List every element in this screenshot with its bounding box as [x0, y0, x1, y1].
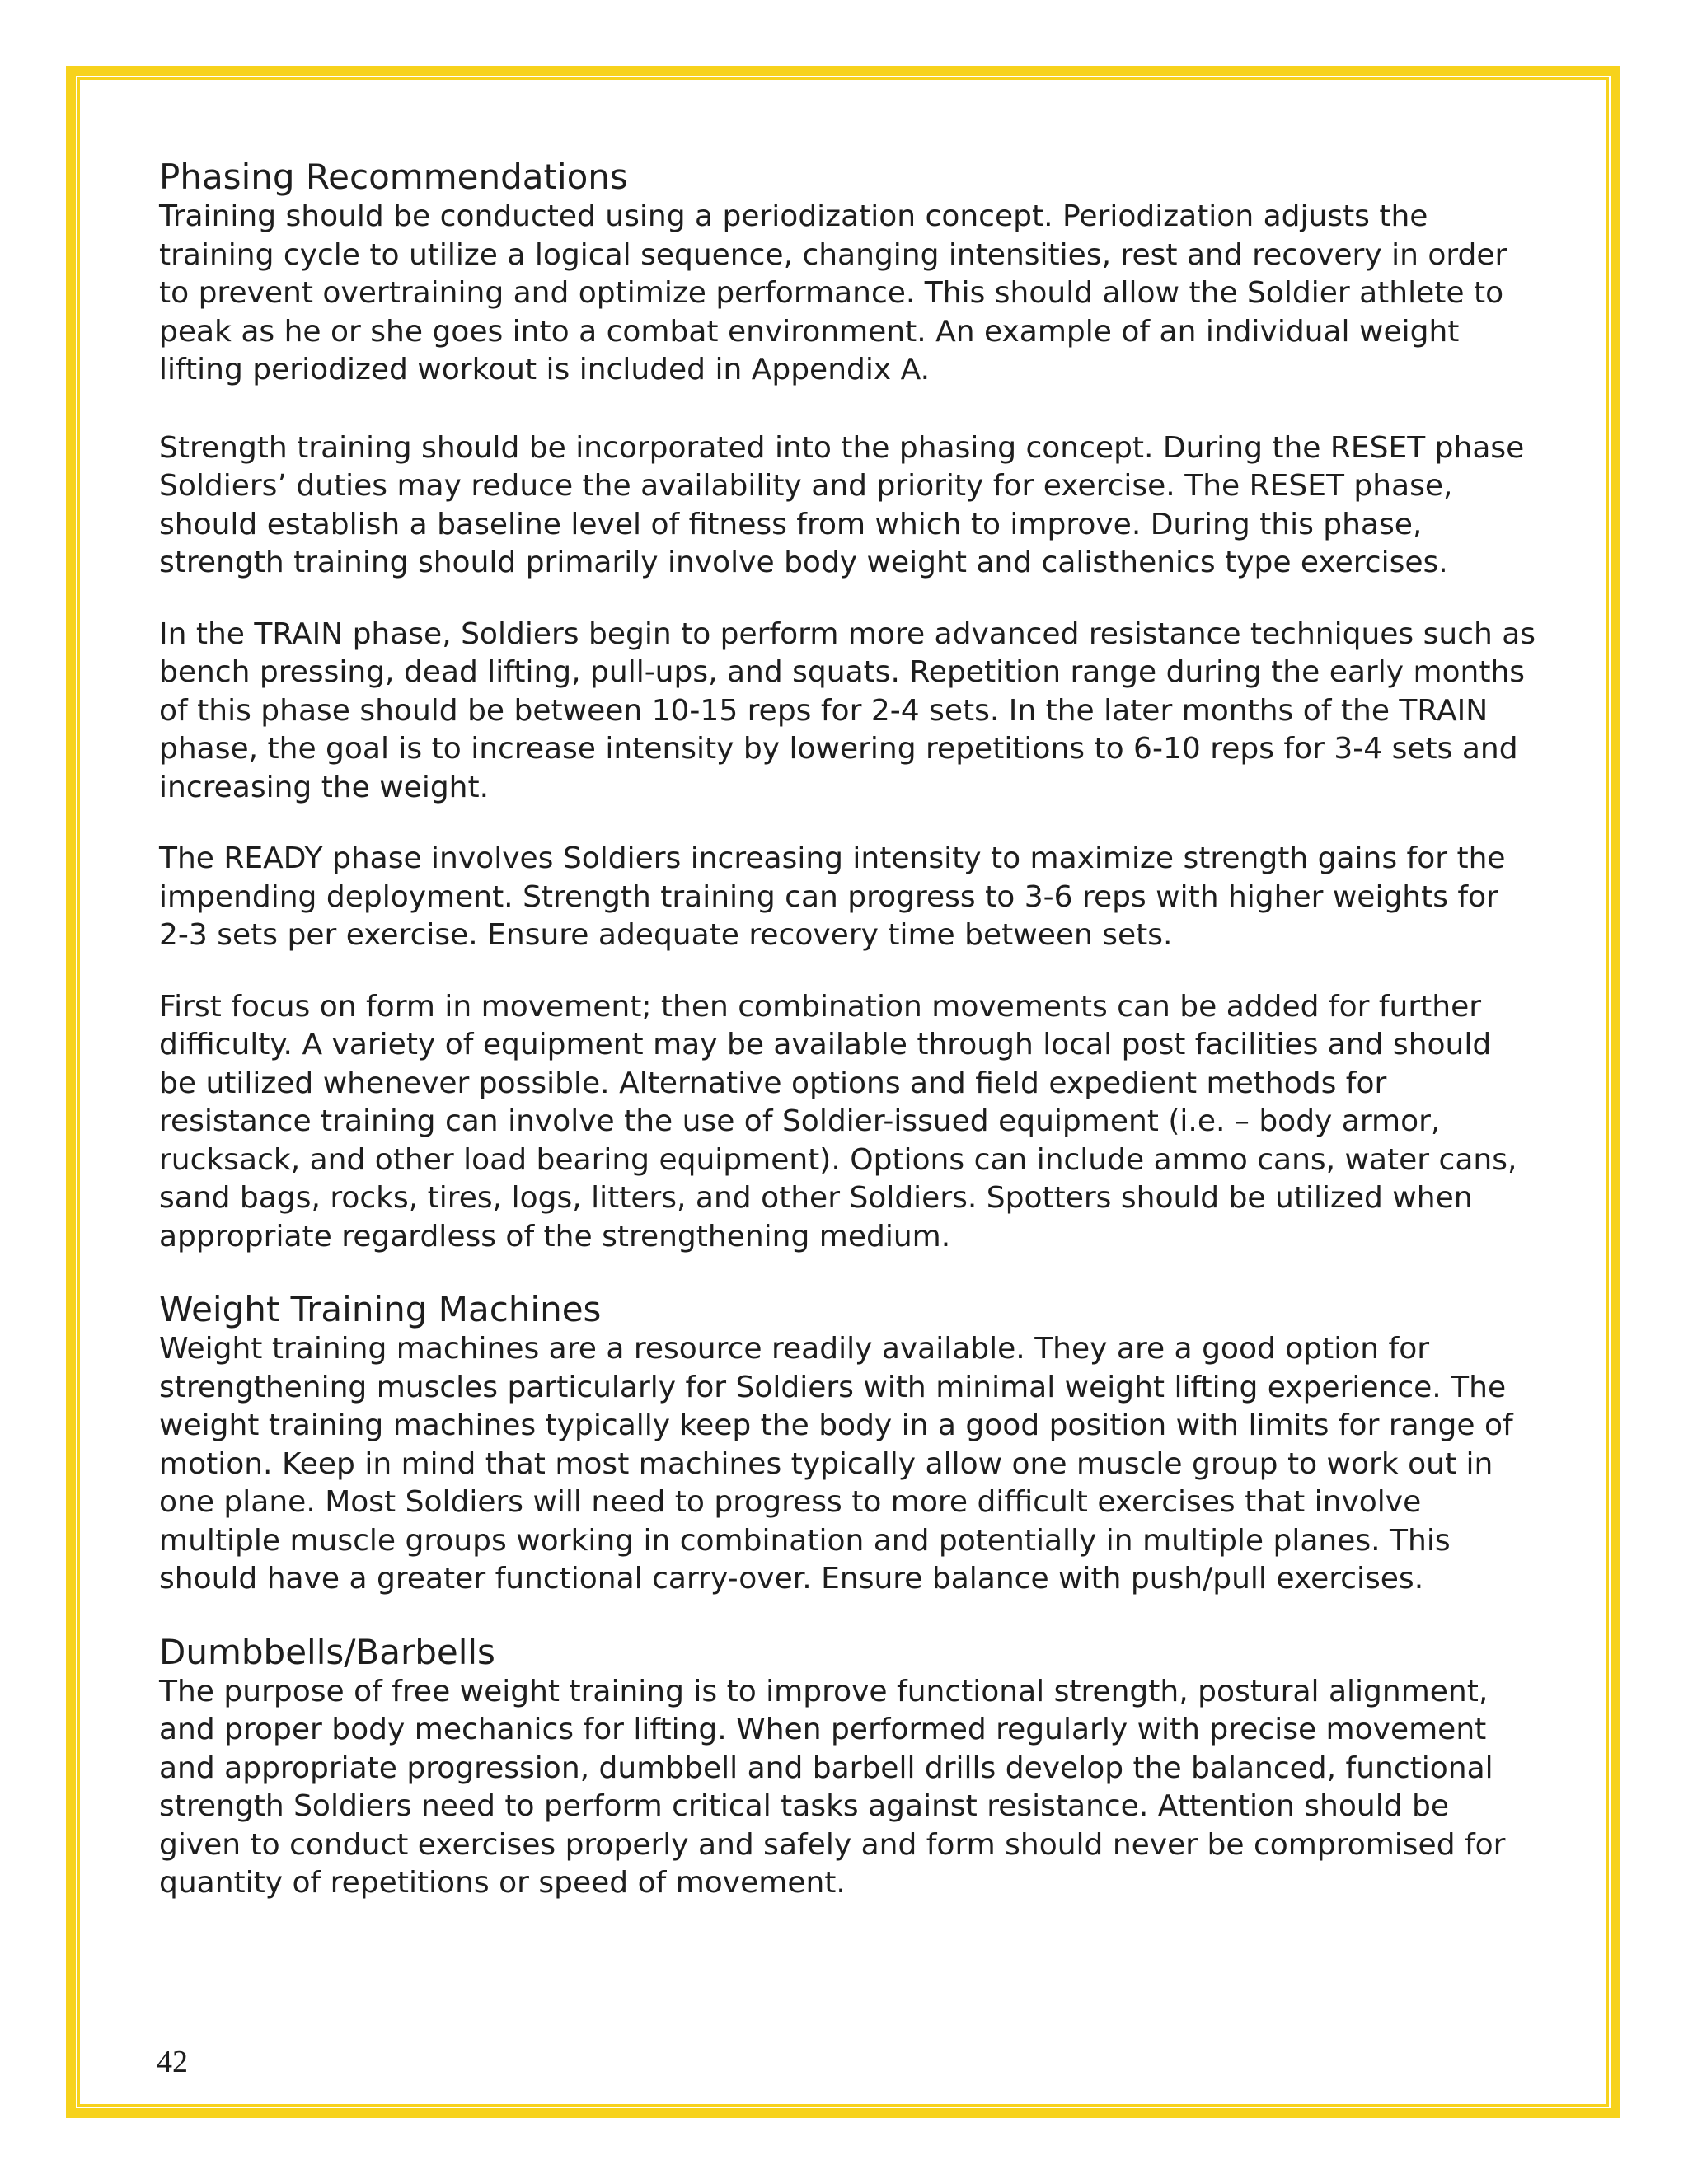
- page-content: [159, 157, 1544, 1903]
- paragraph-reset-phase: Strength training should be incorporated into the phasing concept. During the RESET phase Soldiers’ duties may reduce the availability and priority for exercise. The RESET phase, should establish a baseline level of fitness from which to improve. During this phase, strength training should primarily involve body weight and calisthenics type exercises.: [159, 430, 1525, 579]
- section-heading-dumbbells: Dumbbells/Barbells: [159, 1631, 495, 1672]
- section-heading-phasing: Phasing Recommendations: [159, 157, 628, 197]
- paragraph-ready-phase: The READY phase involves Soldiers increasing intensity to maximize strength gains for the impending deployment. Strength training can progress to 3-6 reps with higher weights for 2-3 sets per exercise. Ensure adequate recovery time between sets.: [159, 841, 1506, 952]
- paragraph-periodization: Training should be conducted using a periodization concept. Periodization adjusts the training cycle to utilize a logical sequence, changing intensities, rest and recovery in order to prevent overtraining and optimize performance. This should allow the Soldier athlete to peak as he or she goes into a combat environment. An example of an individual weight lifting periodized workout is included in Appendix A.: [159, 199, 1507, 387]
- paragraph-machines: Weight training machines are a resource readily available. They are a good option for strengthening muscles particularly for Soldiers with minimal weight lifting experience. The weight training machines typically keep the body in a good position with limits for range of motion. Keep in mind that most machines typically allow one muscle group to work out in one plane. Most Soldiers will need to progress to more difficult exercises that involve multiple muscle groups working in combination and potentially in multiple planes. This should have a greater functional carry-over. Ensure balance with push/pull exercises.: [159, 1332, 1513, 1596]
- page-number: 42: [157, 2045, 188, 2079]
- paragraph-train-phase: In the TRAIN phase, Soldiers begin to perform more advanced resistance techniques such as bench pressing, dead lifting, pull-ups, and squats. Repetition range during the early months of this phase should be between 10-15 reps for 2-4 sets. In the later months of the TRAIN phase, the goal is to increase intensity by lowering repetitions to 6-10 reps for 3-4 sets and increasing the weight.: [159, 616, 1536, 804]
- paragraph-form-equipment: First focus on form in movement; then combination movements can be added for further difficulty. A variety of equipment may be available through local post facilities and should be utilized whenever possible. Alternative options and field expedient methods for resistance training can involve the use of Soldier-issued equipment (i.e. – body armor, rucksack, and other load bearing equipment). Options can include ammo cans, water cans, sand bags, rocks, tires, logs, litters, and other Soldiers. Spotters should be utilized when appropriate regardless of the strengthening medium.: [159, 989, 1517, 1254]
- paragraph-dumbbells: The purpose of free weight training is to improve functional strength, postural alignment, and proper body mechanics for lifting. When performed regularly with precise movement and appropriate progression, dumbbell and barbell drills develop the balanced, functional strength Soldiers need to perform critical tasks against resistance. Attention should be given to conduct exercises properly and safely and form should never be compromised for quantity of repetitions or speed of movement.: [159, 1674, 1506, 1900]
- section-heading-machines: Weight Training Machines: [159, 1289, 602, 1329]
